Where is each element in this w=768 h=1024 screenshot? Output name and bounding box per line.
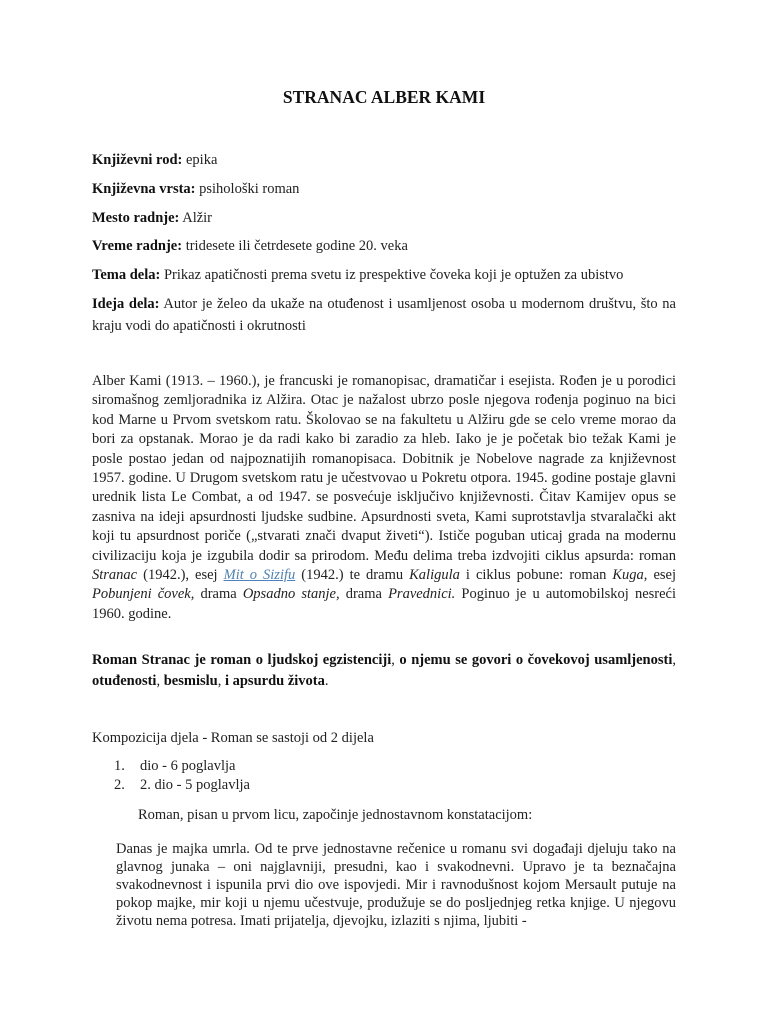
- meta-vrsta-value: psihološki roman: [199, 181, 300, 197]
- meta-ideja: [92, 293, 676, 337]
- work-pravednici: Pravednici.: [388, 586, 456, 603]
- meta-vrsta: [92, 179, 676, 200]
- summary-paragraph: Roman Stranac je roman o ljudskoj egzistenciji, o njemu se govori o čovekovoj usamljenosti, otuđenosti, besmislu, i apsurdu života.: [92, 652, 676, 689]
- meta-rod-label: Književni rod:: [92, 152, 183, 168]
- composition-lead: Roman, pisan u prvom licu, započinje jednostavnom konstatacijom:: [138, 807, 533, 823]
- meta-vrsta-label: Književna vrsta:: [92, 181, 196, 197]
- meta-mesto: [92, 208, 676, 229]
- meta-tema-label: Tema dela:: [92, 267, 161, 283]
- meta-mesto-label: Mesto radnje:: [92, 210, 180, 226]
- list-item: 1. dio - 6 poglavlja: [114, 758, 236, 774]
- link-mit-o-sizifu[interactable]: Mit o Sizifu: [223, 567, 296, 584]
- meta-vreme: [92, 236, 676, 257]
- quote-paragraph: Danas je majka umrla. Od te prve jednostavne rečenice u romanu svi događaji djeluju tako na glavnog junaka – oni najglavniji, presudni, kao i svakodnevni. Upravo je ta beznačajna svakodnevnost i ispunila prvi dio ove ispovjedi. Mir i ravnodušnost kojom Mersault putuje na pokop majke, mir koji u njemu učestvuje, produžuje se do posljednjeg retka knjige. U njegovu životu nema potresa. Imati prijatelja, djevojku, izlaziti s njima, ljubiti -: [116, 841, 676, 929]
- meta-tema-value: Prikaz apatičnosti prema svetu iz prespektive čoveka koji je optužen za ubistvo: [163, 267, 624, 283]
- bio-paragraph: Alber Kami (1913. – 1960.), je francuski je romanopisac, dramatičar i esejista. Rođen je u porodici siromašnog zemljoradnika iz Alžira. Otac je nažalost ubrzo posle njegova rođenja poginuo na bici kod Marne u Prvom svetskom ratu. Školovao se na fakultetu u Alžiru gde se celo vreme morao da bori za opstanak. Morao je da radi kako bi zaradio za hleb. Iako je je početak bio težak Kami je posle postao jedan od najpoznatijih romanopisaca. Dobitnik je Nobelove nagrade za književnost 1957. godine. U Drugom svetskom ratu je učestvovao u Pokretu otpora. 1945. godine postaje glavni urednik lista Le Combat, a od 1947. se posvećuje isključivo književnosti. Čitav Kamijev opus se zasniva na ideji apsurdnosti ljudske sudbine. Apsurdnosti sveta, Kami suprotstavlja stvaralački akt koji tu apsurdnost poriče („stvarati znači dvaput živeti“). Ističe poguban uticaj grada na modernu civilizaciju koja je izgubila dodir sa prirodom. Među delima treba izdvojiti ciklus apsurda: roman Stranac (1942.), esej Mit o Sizifu (1942.) te dramu Kaligula i ciklus pobune: roman Kuga, esej Pobunjeni čovek, drama Opsadno stanje, drama Pravednici. Poginuo je u automobilskoj nesreći 1960. godine.: [92, 373, 677, 622]
- list-item: 2. 2. dio - 5 poglavlja: [114, 777, 250, 793]
- composition-intro: Kompozicija djela - Roman se sastoji od 2 dijela: [92, 730, 374, 746]
- meta-rod-value: epika: [185, 152, 218, 168]
- meta-tema: [92, 265, 676, 286]
- work-kaligula: Kaligula: [409, 567, 460, 584]
- work-opsadno-stanje: Opsadno stanje,: [242, 586, 340, 603]
- page-title: STRANAC ALBER KAMI: [282, 87, 486, 107]
- meta-ideja-label: Ideja dela:: [92, 296, 160, 312]
- work-kuga: Kuga,: [612, 567, 648, 584]
- work-stranac: Stranac: [92, 567, 138, 584]
- meta-vreme-value: tridesete ili četrdesete godine 20. veka: [185, 238, 408, 254]
- meta-rod: [92, 150, 676, 171]
- meta-ideja-value: Autor je želeo da ukaže na otuđenost i usamljenost osoba u modernom društvu, što na kraju vodi do apatičnosti i okrutnosti: [92, 296, 676, 334]
- meta-vreme-label: Vreme radnje:: [92, 238, 183, 254]
- work-pobunjeni-covek: Pobunjeni čovek,: [92, 586, 195, 603]
- meta-mesto-value: Alžir: [182, 210, 213, 226]
